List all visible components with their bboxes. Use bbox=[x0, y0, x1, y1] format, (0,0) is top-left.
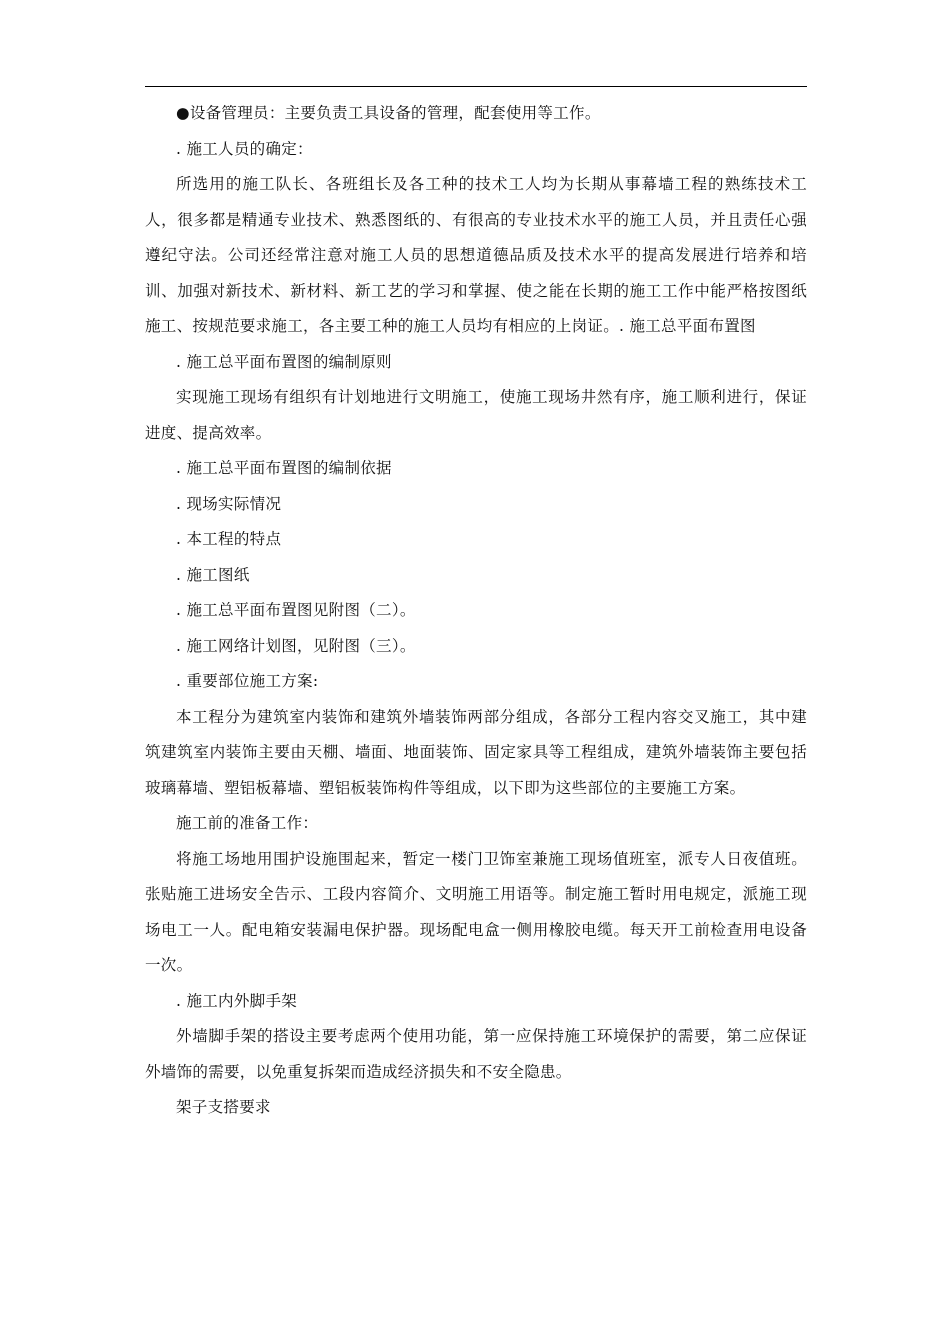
paragraph: . 施工图纸 bbox=[176, 565, 250, 584]
paragraph: . 施工总平面布置图见附图（二）。 bbox=[176, 601, 416, 619]
paragraph: 本工程分为建筑室内装饰和建筑外墙装饰两部分组成，各部分工程内容交叉施工，其中建筑建筑室内装饰主要由天棚、墙面、地面装饰、固定家具等工程组成，建筑外墙装饰主要包括玻璃幕墙、塑铝板幕墙、塑铝板装饰构件等组成，以下即为这些部位的主要施工方案。 bbox=[145, 707, 807, 797]
paragraph: 将施工场地用围护设施围起来，暂定一楼门卫饰室兼施工现场值班室，派专人日夜值班。张贴施工进场安全告示、工段内容简介、文明施工用语等。制定施工暂时用电规定，派施工现场电工一人。配电箱安装漏电保护器。现场配电盒一侧用橡胶电缆。每天开工前检查用电设备一次。 bbox=[145, 849, 807, 974]
paragraph: 架子支搭要求 bbox=[176, 1098, 271, 1116]
document-body bbox=[145, 96, 807, 1126]
header-rule bbox=[145, 86, 807, 87]
paragraph: 外墙脚手架的搭设主要考虑两个使用功能，第一应保持施工环境保护的需要，第二应保证外墙饰的需要，以免重复拆架而造成经济损失和不安全隐患。 bbox=[145, 1027, 807, 1081]
paragraph: . 本工程的特点 bbox=[176, 530, 282, 548]
paragraph: ●设备管理员：主要负责工具设备的管理，配套使用等工作。 bbox=[176, 104, 601, 122]
paragraph: 实现施工现场有组织有计划地进行文明施工，使施工现场井然有序，施工顺利进行，保证进度、提高效率。 bbox=[145, 388, 807, 442]
paragraph: . 施工内外脚手架 bbox=[176, 991, 298, 1010]
paragraph: . 施工总平面布置图的编制原则 bbox=[176, 352, 392, 371]
paragraph: . 施工人员的确定： bbox=[176, 139, 313, 158]
paragraph: 施工前的准备工作： bbox=[176, 814, 319, 832]
paragraph: . 重要部位施工方案: bbox=[176, 672, 319, 690]
paragraph: . 施工总平面布置图的编制依据 bbox=[176, 459, 392, 477]
paragraph: 所选用的施工队长、各班组长及各工种的技术工人均为长期从事幕墙工程的熟练技术工人，很多都是精通专业技术、熟悉图纸的、有很高的专业技术水平的施工人员，并且责任心强遵纪守法。公司还经常注意对施工人员的思想道德品质及技术水平的提高发展进行培养和培训、加强对新技术、新材料、新工艺的学习和掌握、使之能在长期的施工工作中能严格按图纸施工、按规范要求施工，各主要工种的施工人员均有相应的上岗证。. 施工总平面布置图 bbox=[145, 175, 807, 335]
paragraph: . 施工网络计划图，见附图（三）。 bbox=[176, 636, 416, 655]
paragraph: . 现场实际情况 bbox=[176, 494, 282, 513]
